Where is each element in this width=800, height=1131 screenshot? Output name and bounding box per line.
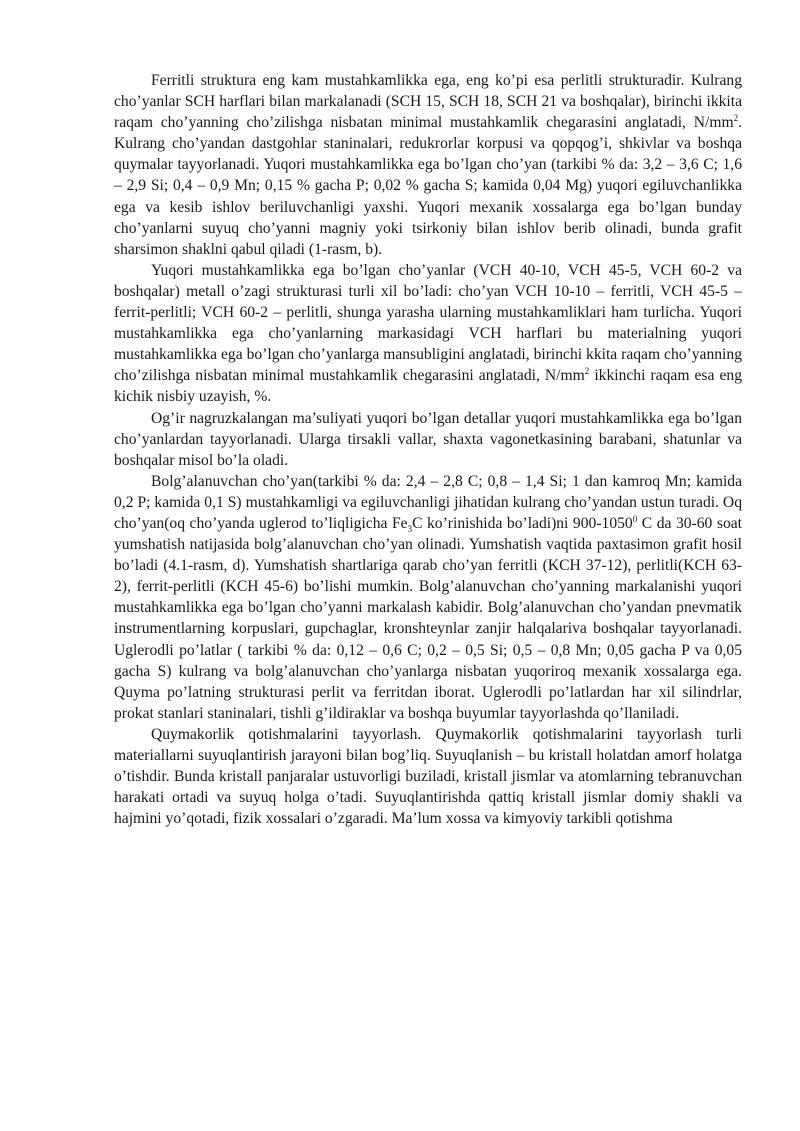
superscript-run: 0 xyxy=(632,513,638,524)
text-run: Quymakorlik qotishmalarini tayyorlash. Quymakorlik qotishmalarini tayyorlash turli materiallarni suyuqlantirish jarayoni bilan bog’liq. Suyuqlanish – bu kristall holatdan amorf holatga o’tishdir. Bunda kristall panjaralar ustuvorligi buziladi, kristall jismlar va atomlarning tebranuvchan harakati ortadi va suyuq holga o’tadi. Suyuqlantirishda qattiq kristall jismlar domiy shakli va hajmini yo’qotadi, fizik xossalari o’zgaradi. Ma’lum xossa va kimyoviy tarkibli qotishma xyxy=(114,725,742,828)
text-run: C ko’rinishida bo’ladi)ni 900-1050 xyxy=(412,514,633,532)
text-run: Yuqori mustahkamlikka ega bo’lgan cho’yanlar (VCH 40-10, VCH 45-5, VCH 60-2 va boshqalar) metall o’zagi strukturasi turli xil bo’ladi: cho’yan VCH 10-10 – ferritli, VCH 45-5 – ferrit-perlitli; VCH 60-2 – perlitli, shunga yarasha ularning mustahkamliklari ham turlicha. Yuqori mustahkamlikka ega cho’yanlarning markasidagi VCH harflari bu materialning yuqori mustahkamlikka ega bo’lgan cho’yanlarga mansubligini anglatadi, birinchi kkita raqam cho’yanning cho’zilishga nisbatan minimal mustahkamlik chegarasini anglatadi, N/mm xyxy=(114,261,742,385)
paragraph-1 xyxy=(114,70,742,260)
paragraph-2 xyxy=(114,260,742,408)
paragraph-4 xyxy=(114,471,742,724)
subscript-run: 3 xyxy=(407,524,413,535)
superscript-run: 2 xyxy=(584,366,590,377)
text-run: ikkinchi raqam esa eng kichik nisbiy uzayish, %. xyxy=(114,367,742,406)
text-run: Og’ir nagruzkalangan ma’suliyati yuqori bo’lgan detallar yuqori mustahkamlikka ega bo’lgan cho’yanlardan tayyorlanadi. Ularga tirsakli vallar, shaxta vagonetkasining barabani, shatunlar va boshqalar misol bo’la oladi. xyxy=(114,409,742,469)
text-run: Bolg’alanuvchan cho’yan(tarkibi % da: 2,4 – 2,8 C; 0,8 – 1,4 Si; 1 dan kamroq Mn; kamida 0,2 P; kamida 0,1 S) mustahkamligi va egiluvchanligi jihatidan kulrang cho’yandan ustun turadi. Oq cho’yan(oq cho’yanda uglerod to’liqligicha Fe xyxy=(114,472,742,532)
text-run: C da 30-60 soat yumshatish natijasida bolg’alanuvchan cho’yan olinadi. Yumshatish vaqtida paxtasimon grafit hosil bo’ladi (4.1-rasm, d). Yumshatish shartlariga qarab cho’yan ferritli (KCH 37-12), perlitli(KCH 63-2), ferrit-perlitli (KCH 45-6) bo’lishi mumkin. Bolg’alanuvchan cho’yanning markalanishi yuqori mustahkamlikka ega bo’lgan cho’yanni markalash kabidir. Bolg’alanuvchan cho’yandan pnevmatik instrumentlarning korpuslari, gupchaglar, kronshteynlar zanjir halqalariva boshqalar tayyorlanadi. Uglerodli po’latlar ( tarkibi % da: 0,12 – 0,6 C; 0,2 – 0,5 Si; 0,5 – 0,8 Mn; 0,05 gacha P va 0,05 gacha S) kulrang va bolg’alanuvchan cho’yanlarga nisbatan yuqoriroq mexanik xossalarga ega. Quyma po’latning strukturasi perlit va ferritdan iborat. Uglerodli po’latlardan har xil silindrlar, prokat stanlari staninalari, tishli g’ildiraklar va boshqa buyumlar tayyorlashda qo’llaniladi. xyxy=(114,514,742,722)
paragraph-3 xyxy=(114,408,742,471)
text-run: Ferritli struktura eng kam mustahkamlikka ega, eng ko’pi esa perlitli strukturadir. Kulrang cho’yanlar SCH harflari bilan markalanadi (SCH 15, SCH 18, SCH 21 va boshqalar), birinchi ikkita raqam cho’yanning cho’zilishga nisbatan minimal mustahkamlik chegarasini anglatadi, N/mm xyxy=(114,72,742,132)
paragraph-5 xyxy=(114,724,742,829)
document-page xyxy=(114,70,742,829)
text-run: . Kulrang cho’yandan dastgohlar staninalari, redukrorlar korpusi va qopqog’i, shkivlar va boshqa quymalar tayyorlanadi. Yuqori mustahkamlikka ega bo’lgan cho’yan (tarkibi % da: 3,2 – 3,6 C; 1,6 – 2,9 Si; 0,4 – 0,9 Mn; 0,15 % gacha P; 0,02 % gacha S; kamida 0,04 Mg) yuqori egiluvchanlikka ega va kesib ishlov beriluvchanligi yaxshi. Yuqori mexanik xossalarga ega bo’lgan bunday cho’yanlarni suyuq cho’yanni magniy yoki tsirkoniy bilan ishlov berib olinadi, bunda grafit sharsimon shaklni qabul qiladi (1-rasm, b). xyxy=(114,114,742,258)
superscript-run: 2 xyxy=(733,113,739,123)
